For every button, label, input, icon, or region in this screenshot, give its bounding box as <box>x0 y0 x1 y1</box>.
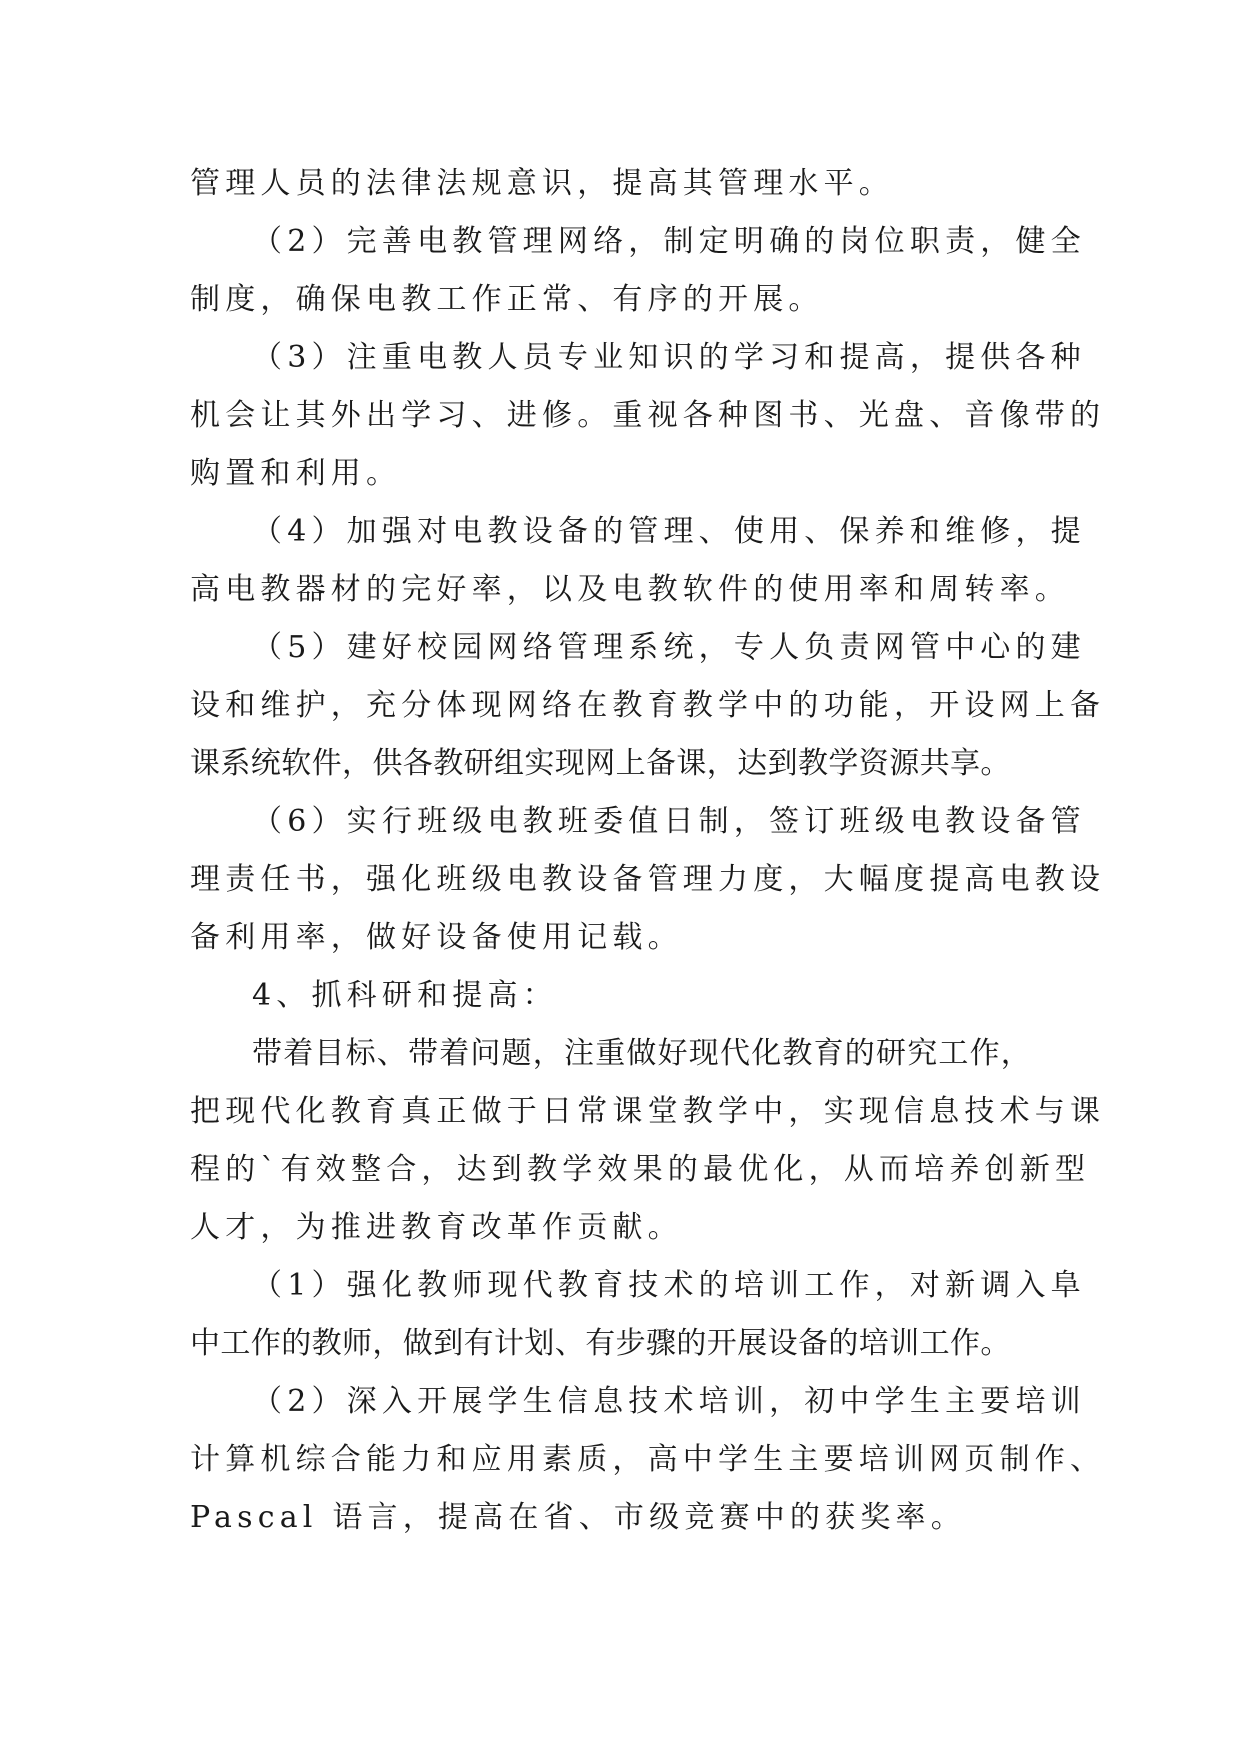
text-line-6: 购置和利用。 <box>190 456 402 491</box>
text-line-9: （5）建好校园网络管理系统，专人负责网管中心的建 <box>252 630 1086 665</box>
section-heading: 4、抓科研和提高： <box>252 978 558 1013</box>
text-line-11: 课系统软件，供各教研组实现网上备课，达到教学资源共享。 <box>190 746 1011 781</box>
text-line-13: 理责任书，强化班级电教设备管理力度，大幅度提高电教设 <box>190 862 1106 897</box>
text-line-24: Pascal 语言，提高在省、市级竞赛中的获奖率。 <box>190 1500 966 1535</box>
text-line-17: 把现代化教育真正做于日常课堂教学中，实现信息技术与课 <box>190 1094 1106 1129</box>
text-line-23: 计算机综合能力和应用素质，高中学生主要培训网页制作、 <box>190 1442 1106 1477</box>
text-line-3: 制度，确保电教工作正常、有序的开展。 <box>190 282 824 317</box>
text-line-4: （3）注重电教人员专业知识的学习和提高，提供各种 <box>252 340 1086 375</box>
text-line-16: 带着目标、带着问题，注重做好现代化教育的研究工作， <box>252 1036 1032 1071</box>
text-line-18: 程的`有效整合，达到教学效果的最优化，从而培养创新型 <box>190 1152 1091 1187</box>
text-line-14: 备利用率，做好设备使用记载。 <box>190 920 683 955</box>
text-line-8: 高电教器材的完好率，以及电教软件的使用率和周转率。 <box>190 572 1070 607</box>
text-line-1: 管理人员的法律法规意识，提高其管理水平。 <box>190 166 894 201</box>
text-line-12: （6）实行班级电教班委值日制，签订班级电教设备管 <box>252 804 1086 839</box>
text-line-7: （4）加强对电教设备的管理、使用、保养和维修，提 <box>252 514 1086 549</box>
text-line-2: （2）完善电教管理网络，制定明确的岗位职责，健全 <box>252 224 1086 259</box>
text-line-5: 机会让其外出学习、进修。重视各种图书、光盘、音像带的 <box>190 398 1106 433</box>
text-line-21: 中工作的教师，做到有计划、有步骤的开展设备的培训工作。 <box>190 1326 1011 1361</box>
text-line-20: （1）强化教师现代教育技术的培训工作，对新调入阜 <box>252 1268 1086 1303</box>
text-line-19: 人才，为推进教育改革作贡献。 <box>190 1210 683 1245</box>
text-line-22: （2）深入开展学生信息技术培训，初中学生主要培训 <box>252 1384 1086 1419</box>
text-line-10: 设和维护，充分体现网络在教育教学中的功能，开设网上备 <box>190 688 1106 723</box>
